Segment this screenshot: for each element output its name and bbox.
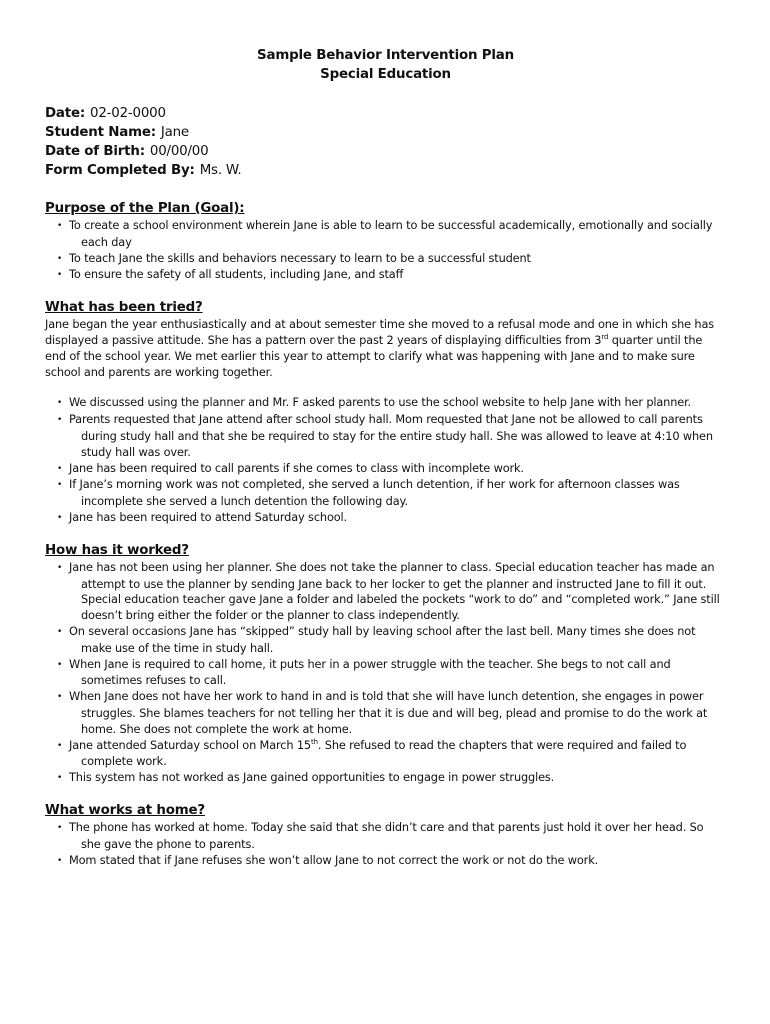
list-item: • When Jane does not have her work to hand in and is told that she will have lunch detention, she engages in power struggles. She blames teachers for not telling her that it is due and will beg, plead and promise to do the work at home. She does not complete the work at home. [57, 689, 708, 736]
bullet-icon: • [57, 512, 63, 523]
bullet-icon: • [57, 270, 63, 281]
home-list [45, 820, 726, 869]
dob-value: 00/00/00 [149, 144, 209, 159]
bullet-icon: • [57, 626, 63, 637]
list-item: • The phone has worked at home. Today she said that she didn’t care and that parents just hold it over her head. So she gave the phone to parents. [57, 819, 704, 851]
list-item: • Jane has not been using her planner. She does not take the planner to class. Special education teacher has made an attempt to use the planner by sending Jane back to her locker to get the planner and instructed Jane to fill it out. Special education teacher gave Jane a folder and labeled the pockets “work to do” and “completed work.” Jane still doesn’t bring either the folder or the planner to class independently. [57, 559, 720, 623]
list-item: • Jane has been required to attend Saturday school. [45, 510, 726, 527]
bullet-icon: • [57, 562, 63, 573]
field-date-of-birth: Date of Birth: 00/00/00 [45, 144, 209, 159]
bullet-icon: • [57, 221, 63, 231]
info-fields [45, 104, 726, 180]
purpose-heading: Purpose of the Plan (Goal): [45, 201, 245, 216]
bullet-icon: • [57, 253, 63, 264]
list-item: • To teach Jane the skills and behaviors necessary to learn to be a successful student [45, 251, 726, 268]
list-item: • When Jane is required to call home, it puts her in a power struggle with the teacher. She begs to not call and sometimes refuses to call. [57, 656, 671, 688]
bullet-icon: • [57, 463, 63, 474]
student-name-value: Jane [160, 125, 189, 140]
list-item: • To ensure the safety of all students, including Jane, and staff [45, 267, 726, 284]
completed-by-value: Ms. W. [199, 163, 242, 178]
list-item: • Mom stated that if Jane refuses she won’t allow Jane to not correct the work or not do the work. [45, 853, 726, 870]
list-item: • If Jane’s morning work was not completed, she served a lunch detention, if her work for afternoon classes was incomplete she served a lunch detention the following day. [57, 477, 680, 509]
list-item: • To create a school environment wherein Jane is able to learn to be successful academically, emotionally and socially each day [57, 218, 713, 249]
field-student-name: Student Name: Jane [45, 125, 189, 140]
worked-heading: How has it worked? [45, 542, 189, 558]
field-date: Date: 02-02-0000 [45, 106, 166, 121]
bullet-icon: • [57, 855, 63, 866]
tried-list [45, 395, 726, 526]
bullet-icon: • [57, 398, 63, 409]
list-item: • Jane attended Saturday school on March 15th. She refused to read the chapters that were required and failed to complete work. [57, 737, 687, 769]
document-header [45, 46, 726, 84]
list-item: • On several occasions Jane has “skipped” study hall by leaving school after the last bell. Many times she does not make use of the time in study hall. [57, 623, 696, 655]
list-item: • This system has not worked as Jane gained opportunities to engage in power struggles. [45, 770, 726, 787]
list-item: • We discussed using the planner and Mr. F asked parents to use the school website to help Jane with her planner. [45, 395, 726, 412]
list-item: • Jane has been required to call parents if she comes to class with incomplete work. [45, 461, 726, 478]
bullet-icon: • [57, 822, 63, 833]
spacer [45, 380, 726, 395]
tried-paragraph: Jane began the year enthusiastically and at about semester time she moved to a refusal mode and one in which she has displayed a passive attitude. She has a pattern over the past 2 years of displaying difficulties from 3rd quarter until the end of the school year. We met earlier this year to attempt to clarify what was happening with Jane and to make sure school and parents are working together. [45, 317, 715, 379]
worked-list [45, 560, 726, 787]
bullet-icon: • [57, 692, 63, 703]
bullet-icon: • [57, 773, 63, 784]
bullet-icon: • [57, 480, 63, 491]
field-form-completed-by: Form Completed By: Ms. W. [45, 163, 242, 178]
tried-heading: What has been tried? [45, 300, 203, 316]
list-item: • Parents requested that Jane attend after school study hall. Mom requested that Jane not be allowed to call parents during study hall and that she be required to stay for the entire study hall. She was allowed to leave at 4:10 when study hall was over. [57, 412, 713, 459]
purpose-list [45, 218, 726, 284]
document-title: Sample Behavior Intervention Plan [257, 48, 514, 63]
bullet-icon: • [57, 659, 63, 670]
bullet-icon: • [57, 740, 63, 751]
date-value: 02-02-0000 [90, 106, 166, 121]
home-heading: What works at home? [45, 802, 205, 818]
bullet-icon: • [57, 415, 63, 426]
document-subtitle: Special Education [320, 67, 451, 82]
